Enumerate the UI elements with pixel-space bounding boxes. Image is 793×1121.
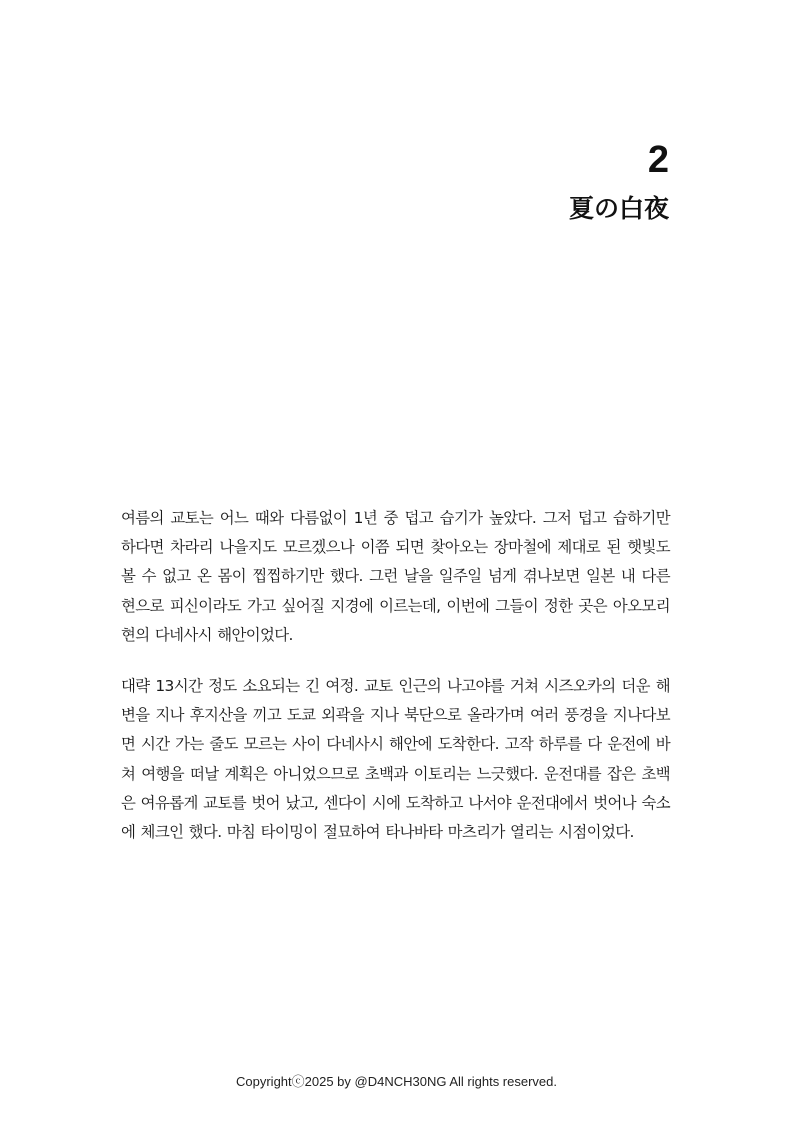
paragraph-1: 여름의 교토는 어느 때와 다름없이 1년 중 덥고 습기가 높았다. 그저 덥고 습하기만 하다면 차라리 나을지도 모르겠으나 이쯤 되면 찾아오는 장마철에 제대로 된 햇빛도 볼 수 없고 온 몸이 찝찝하기만 했다. 그런 날을 일주일 넘게 겪나보면 일본 내 다른 현으로 피신이라도 가고 싶어질 지경에 이르는데, 이번에 그들이 정한 곳은 아오모리 현의 다네사시 해안이었다. — [121, 509, 671, 644]
chapter-title: 夏の白夜 — [568, 194, 669, 223]
paragraph-2: 대략 13시간 정도 소요되는 긴 여정. 교토 인근의 나고야를 거쳐 시즈오카의 더운 해변을 지나 후지산을 끼고 도쿄 외곽을 지나 북단으로 올라가며 여러 풍경을 지나다보면 시간 가는 줄도 모르는 사이 다네사시 해안에 도착한다. 고작 하루를 다 운전에 바쳐 여행을 떠날 계획은 아니었으므로 초백과 이토리는 느긋했다. 운전대를 잡은 초백은 여유롭게 교토를 벗어 났고, 센다이 시에 도착하고 나서야 운전대에서 벗어나 숙소에 체크인 했다. 마침 타이밍이 절묘하여 타나바타 마츠리가 열리는 시점이었다. — [121, 677, 670, 842]
chapter-number: 2 — [647, 139, 669, 181]
body-text — [121, 504, 670, 869]
copyright-footer: Copyrightⓒ2025 by @D4NCH30NG All rights reserved. — [236, 1074, 557, 1089]
